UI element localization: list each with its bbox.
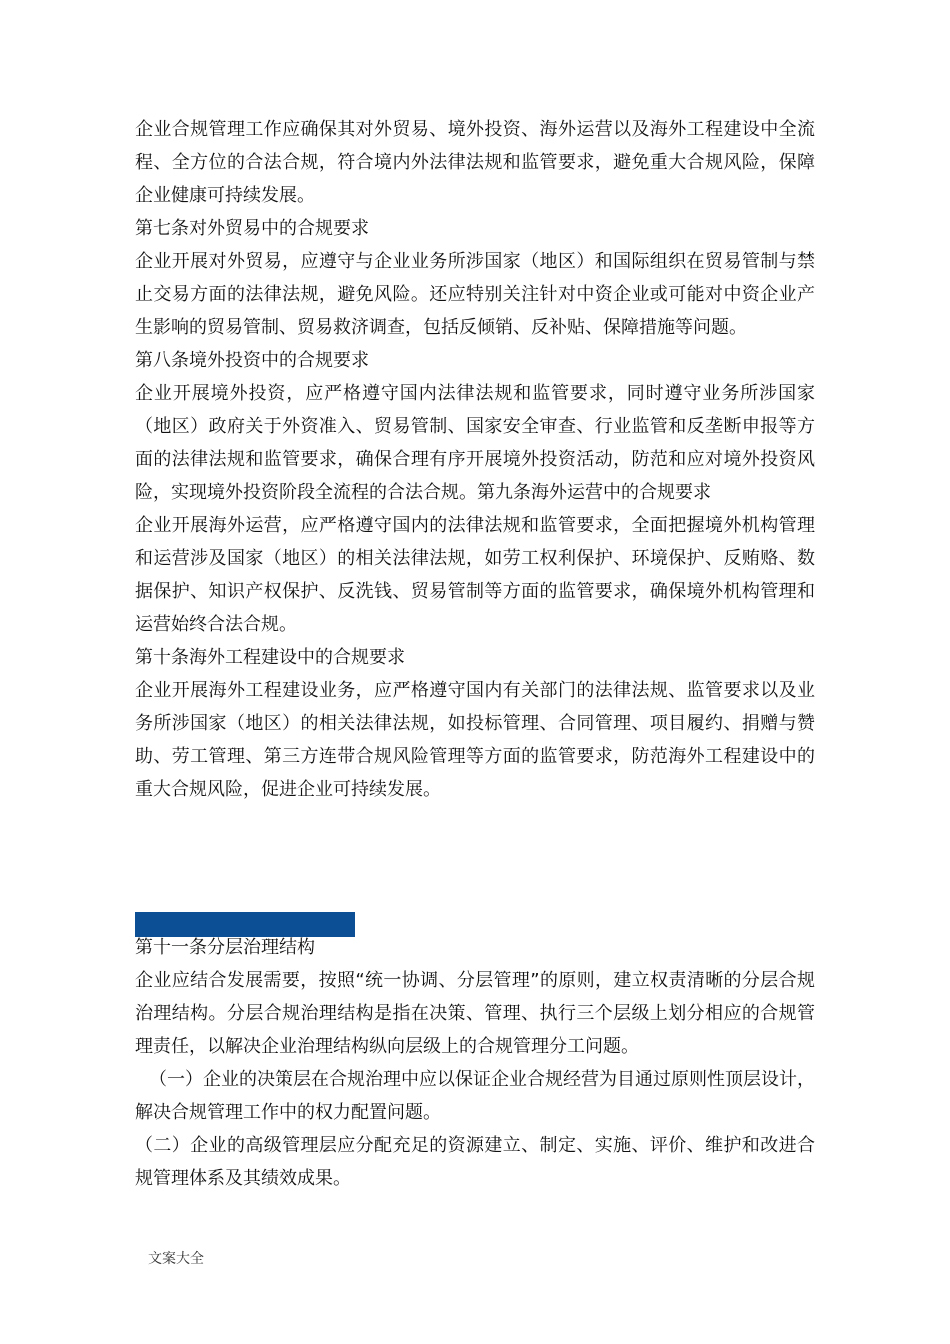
article-heading: 第八条境外投资中的合规要求 (135, 350, 369, 371)
page-footer: 文案大全 (148, 1251, 204, 1267)
paragraph: 企业开展海外运营，应严格遵守国内的法律法规和监管要求，全面把握境外机构管理和运营涉及国家（地区）的相关法律法规，如劳工权利保护、环境保护、反贿赂、数据保护、知识产权保护、反洗钱、贸易管制等方面的监管要求，确保境外机构管理和运营始终合法合规。 (135, 515, 815, 635)
paragraph: 企业应结合发展需要，按照“统一协调、分层管理”的原则，建立权责清晰的分层合规治理结构。分层合规治理结构是指在决策、管理、执行三个层级上划分相应的合规管理责任，以解决企业治理结构纵向层级上的合规管理分工问题。 (135, 970, 815, 1057)
article-heading: 第十条海外工程建设中的合规要求 (135, 647, 405, 668)
list-item: （二）企业的高级管理层应分配充足的资源建立、制定、实施、评价、维护和改进合规管理体系及其绩效成果。 (135, 1135, 815, 1189)
article-heading: 第七条对外贸易中的合规要求 (135, 218, 369, 239)
paragraph: 企业开展境外投资，应严格遵守国内法律法规和监管要求，同时遵守业务所涉国家（地区）政府关于外资准入、贸易管制、国家安全审查、行业监管和反垄断申报等方面的法律法规和监管要求，确保合理有序开展境外投资活动，防范和应对境外投资风险，实现境外投资阶段全流程的合法合规。第九条海外运营中的合规要求 (135, 383, 815, 503)
body-text-top (135, 113, 815, 806)
paragraph: 企业开展海外工程建设业务，应严格遵守国内有关部门的法律法规、监管要求以及业务所涉国家（地区）的相关法律法规，如投标管理、合同管理、项目履约、捐赠与赞助、劳工管理、第三方连带合规风险管理等方面的监管要求，防范海外工程建设中的重大合规风险，促进企业可持续发展。 (135, 680, 815, 800)
paragraph: 企业合规管理工作应确保其对外贸易、境外投资、海外运营以及海外工程建设中全流程、全方位的合法合规，符合境内外法律法规和监管要求，避免重大合规风险，保障企业健康可持续发展。 (135, 119, 815, 206)
list-item: （一）企业的决策层在合规治理中应以保证企业合规经营为目通过原则性顶层设计，解决合规管理工作中的权力配置问题。 (135, 1069, 815, 1123)
body-text-bottom (135, 931, 815, 1195)
paragraph: 企业开展对外贸易，应遵守与企业业务所涉国家（地区）和国际组织在贸易管制与禁止交易方面的法律法规，避免风险。还应特别关注针对中资企业或可能对中资企业产生影响的贸易管制、贸易救济调查，包括反倾销、反补贴、保障措施等问题。 (135, 251, 815, 338)
article-heading: 第十一条分层治理结构 (135, 937, 315, 958)
